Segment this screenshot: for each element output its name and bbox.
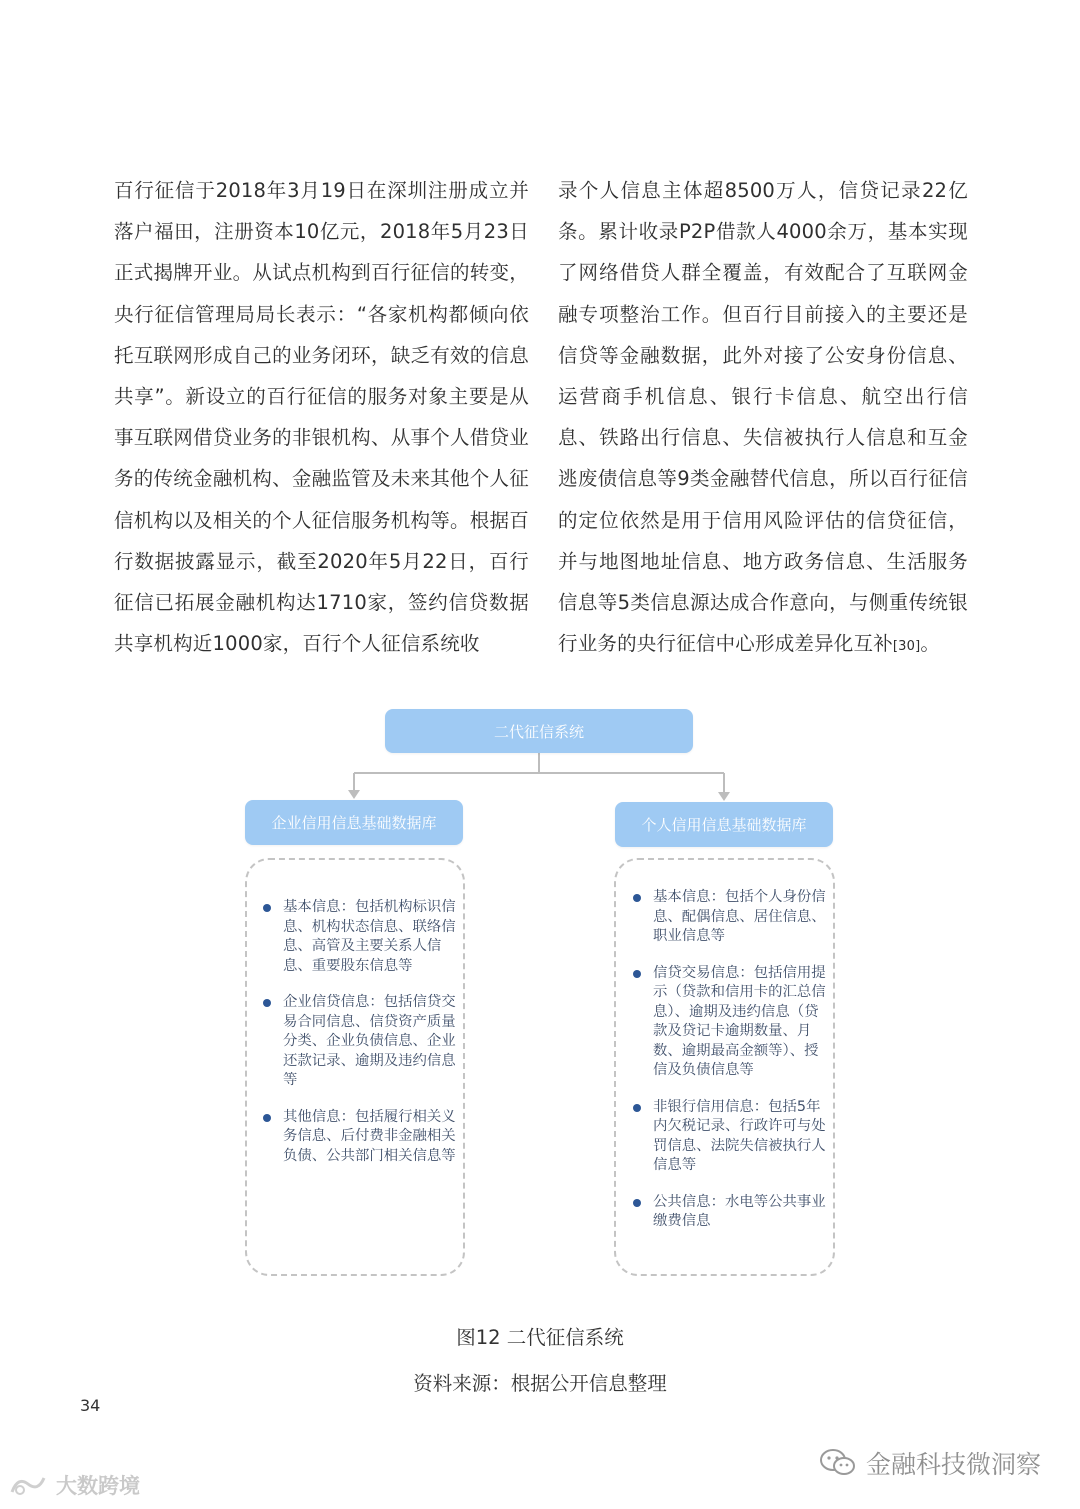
bullet-icon [633,894,641,902]
list-item [283,993,459,1091]
list-item-text: 基本信息：包括个人身份信息、配偶信息、居住信息、职业信息等 [653,889,826,944]
list-item [653,964,827,1081]
body-text-right-column [558,170,968,667]
personal-db-box: 个人信用信息基础数据库 [615,802,833,847]
list-item-text: 公共信息：水电等公共事业缴费信息 [653,1193,826,1229]
list-item [283,898,459,976]
figure-source: 资料来源：根据公开信息整理 [413,1372,667,1395]
body-paragraph-right [558,170,968,667]
bullet-icon [633,970,641,978]
list-item [653,888,827,947]
page-number: 34 [80,1396,101,1415]
list-item [653,1193,827,1232]
arrowhead-right [718,792,730,801]
bullet-icon [633,1104,641,1112]
bullet-icon [263,1114,271,1122]
root-node-box: 二代征信系统 [385,709,693,753]
list-item [283,1108,459,1167]
figure-caption: 图12 二代征信系统 [456,1326,624,1349]
list-item-text: 其他信息：包括履行相关义务信息、后付费非金融相关负债、公共部门相关信息等 [283,1108,456,1164]
list-item-text: 非银行信用信息：包括5年内欠税记录、行政许可与处罚信息、法院失信被执行人信息等 [653,1098,826,1173]
bullet-icon [263,904,271,912]
enterprise-db-box: 企业信用信息基础数据库 [245,800,463,845]
wechat-icon [818,1447,858,1479]
arrowhead-left [348,790,360,799]
list-item [653,1098,827,1176]
list-item-text: 企业信贷信息：包括信贷交易合同信息、信贷资产质量分类、企业负债信息、企业还款记录、逾期及违约信息等 [283,994,456,1088]
citation-marker: [30] [892,639,921,655]
sentence-end: 。 [920,632,941,656]
watermark-left [8,1470,140,1500]
watermark-right-text: 金融科技微洞察 [866,1450,1042,1479]
watermark-left-text: 大数跨境 [56,1474,140,1498]
list-item-text: 基本信息：包括机构标识信息、机构状态信息、联络信息、高管及主要关系人信息、重要股东信息等 [283,899,456,974]
bullet-icon [263,999,271,1007]
personal-info-list [653,888,827,1249]
bullet-icon [633,1199,641,1207]
watermark-right [818,1445,1041,1481]
list-item-text: 信贷交易信息：包括信用提示（贷款和信用卡的汇总信息）、逾期及违约信息（贷款及贷记卡逾期数量、月数、逾期最高金额等）、授信及负债信息等 [653,964,826,1078]
watermark-logo-icon [8,1472,48,1498]
body-paragraph-left: 百行征信于2018年3月19日在深圳注册成立并落户福田，注册资本10亿元，2018年5月23日正式揭牌开业。从试点机构到百行征信的转变，央行征信管理局局长表示：“各家机构都倾向依托互联网形成自己的业务闭环，缺乏有效的信息共享”。新设立的百行征信的服务对象主要是从事互联网借贷业务的非银机构、从事个人借贷业务的传统金融机构、金融监管及未来其他个人征信机构以及相关的个人征信服务机构等。根据百行数据披露显示，截至2020年5月22日，百行征信已拓展金融机构达1710家，签约信贷数据共享机构近1000家，百行个人征信系统收 [114,179,529,656]
body-paragraph-right-text: 录个人信息主体超8500万人，信贷记录22亿条。累计收录P2P借款人4000余万，基本实现了网络借贷人群全覆盖，有效配合了互联网金融专项整治工作。但百行目前接入的主要还是信贷等金融数据，此外对接了公安身份信息、运营商手机信息、银行卡信息、航空出行信息、铁路出行信息、失信被执行人信息和互金逃废债信息等9类金融替代信息，所以百行征信的定位依然是用于信用风险评估的信贷征信，并与地图地址信息、地方政务信息、生活服务信息等5类信息源达成合作意向，与侧重传统银行业务的央行征信中心形成差异化互补 [558,179,968,656]
body-text-left-column [114,170,529,664]
enterprise-info-list [283,898,459,1183]
